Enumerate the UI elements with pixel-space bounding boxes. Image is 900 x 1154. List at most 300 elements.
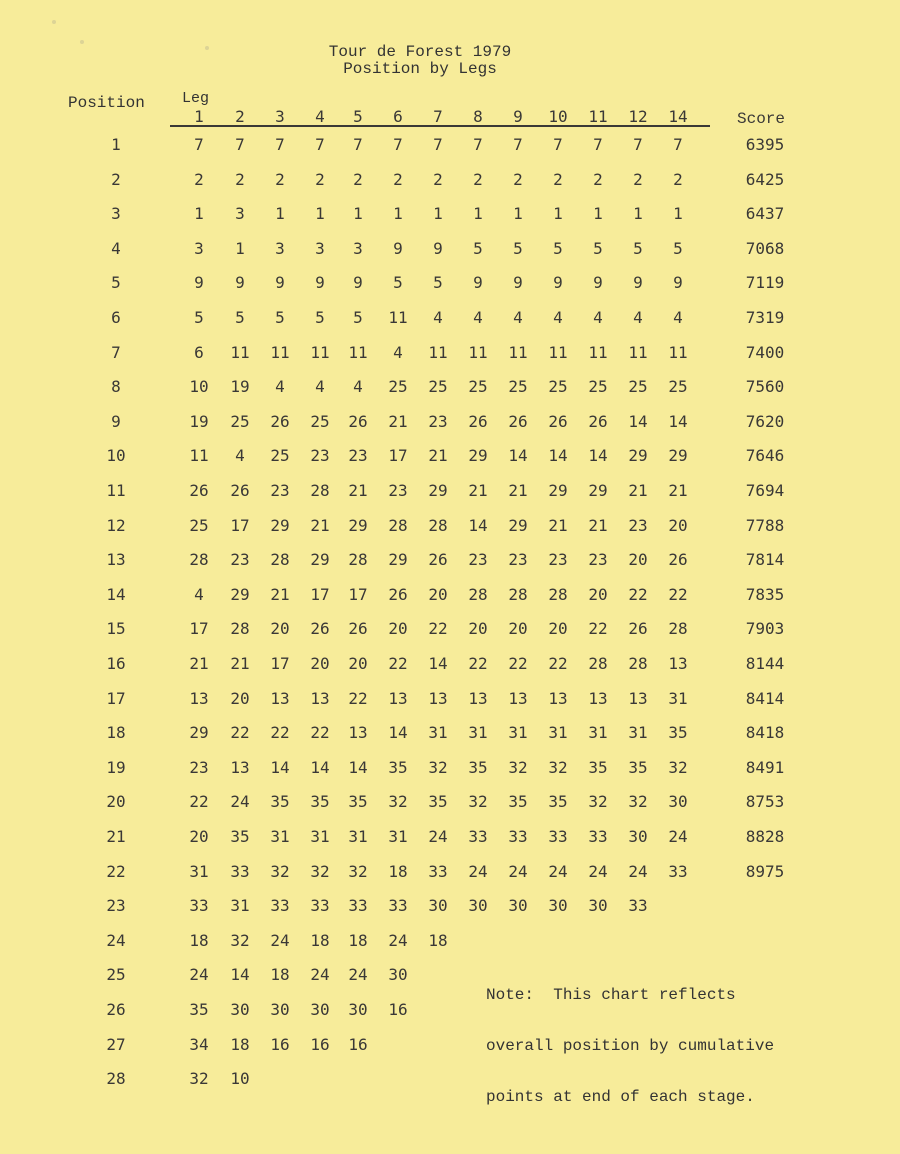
score-cell: 8753 (745, 792, 785, 812)
leg-cell: 23 (628, 515, 648, 535)
leg-cell: 22 (668, 584, 688, 604)
leg-cell: 24 (588, 861, 608, 881)
leg-column-header: 14 (668, 107, 688, 126)
position-cell: 17 (106, 688, 126, 708)
leg-cell: 20 (428, 584, 448, 604)
leg-cell: 35 (508, 792, 528, 812)
leg-cell: 24 (310, 965, 330, 985)
leg-cell: 29 (388, 550, 408, 570)
leg-cell: 35 (548, 792, 568, 812)
leg-cell: 25 (468, 377, 488, 397)
leg-cell: 25 (388, 377, 408, 397)
leg-cell: 11 (310, 342, 330, 362)
leg-cell: 9 (553, 273, 563, 293)
leg-cell: 33 (428, 861, 448, 881)
leg-cell: 6 (194, 342, 204, 362)
leg-cell: 33 (548, 827, 568, 846)
leg-cell: 26 (428, 550, 448, 570)
leg-cell: 7 (433, 135, 443, 154)
leg-cell: 28 (310, 481, 330, 500)
leg-cell: 24 (388, 930, 408, 950)
leg-cell: 11 (468, 342, 488, 362)
leg-cell: 22 (508, 654, 528, 673)
leg-cell: 23 (508, 550, 528, 570)
leg-cell: 14 (428, 654, 448, 673)
score-cell: 8975 (745, 861, 785, 881)
leg-cell: 5 (513, 238, 523, 258)
score-cell: 7560 (745, 377, 785, 397)
leg-cell: 22 (548, 654, 568, 673)
leg-column-header: 1 (194, 107, 204, 126)
leg-cell: 24 (468, 861, 488, 881)
leg-cell: 4 (633, 308, 643, 327)
note-line: points at end of each stage. (486, 1088, 755, 1106)
score-cell: 6437 (745, 204, 785, 224)
leg-cell: 32 (668, 757, 688, 777)
leg-cell: 24 (270, 930, 290, 950)
leg-cell: 13 (548, 688, 568, 708)
leg-cell: 7 (633, 135, 643, 154)
leg-cell: 23 (548, 550, 568, 570)
leg-cell: 35 (668, 723, 688, 743)
position-cell: 12 (106, 515, 126, 535)
leg-cell: 7 (553, 135, 563, 154)
leg-cell: 20 (548, 619, 568, 639)
leg-cell: 19 (189, 411, 209, 431)
leg-cell: 2 (673, 169, 683, 189)
score-cell: 7119 (745, 273, 785, 293)
score-cell: 8414 (745, 688, 785, 708)
position-cell: 16 (106, 654, 126, 673)
leg-cell: 5 (393, 273, 403, 293)
leg-cell: 25 (270, 446, 290, 466)
leg-cell: 3 (194, 238, 204, 258)
leg-cell: 22 (388, 654, 408, 673)
leg-cell: 13 (468, 688, 488, 708)
leg-column-header: 3 (275, 107, 285, 126)
leg-cell: 31 (508, 723, 528, 743)
leg-cell: 9 (235, 273, 245, 293)
leg-cell: 30 (668, 792, 688, 812)
position-cell: 1 (111, 135, 121, 154)
leg-cell: 31 (668, 688, 688, 708)
leg-cell: 22 (468, 654, 488, 673)
leg-cell: 24 (508, 861, 528, 881)
leg-cell: 32 (310, 861, 330, 881)
leg-cell: 29 (508, 515, 528, 535)
leg-cell: 2 (194, 169, 204, 189)
leg-cell: 33 (348, 896, 368, 916)
leg-cell: 26 (270, 411, 290, 431)
note-line: Note: This chart reflects (486, 986, 736, 1004)
leg-cell: 20 (310, 654, 330, 673)
leg-cell: 23 (310, 446, 330, 466)
score-cell: 7835 (745, 584, 785, 604)
leg-cell: 30 (628, 827, 648, 846)
leg-cell: 25 (548, 377, 568, 397)
position-cell: 2 (111, 169, 121, 189)
leg-cell: 10 (189, 377, 209, 397)
leg-cell: 24 (348, 965, 368, 985)
leg-cell: 14 (310, 757, 330, 777)
leg-cell: 17 (348, 584, 368, 604)
leg-cell: 20 (189, 827, 209, 846)
leg-cell: 31 (189, 861, 209, 881)
leg-cell: 31 (468, 723, 488, 743)
leg-cell: 17 (230, 515, 250, 535)
leg-cell: 13 (310, 688, 330, 708)
leg-cell: 32 (230, 930, 250, 950)
leg-cell: 11 (628, 342, 648, 362)
leg-cell: 33 (668, 861, 688, 881)
leg-cell: 7 (315, 135, 325, 154)
leg-cell: 21 (668, 481, 688, 500)
leg-cell: 31 (548, 723, 568, 743)
leg-cell: 33 (310, 896, 330, 916)
leg-cell: 5 (633, 238, 643, 258)
leg-cell: 30 (348, 1000, 368, 1019)
position-cell: 4 (111, 238, 121, 258)
leg-cell: 24 (628, 861, 648, 881)
leg-cell: 14 (468, 515, 488, 535)
score-cell: 7788 (745, 515, 785, 535)
leg-cell: 17 (270, 654, 290, 673)
leg-cell: 23 (588, 550, 608, 570)
leg-cell: 26 (348, 619, 368, 639)
leg-cell: 28 (588, 654, 608, 673)
leg-cell: 22 (310, 723, 330, 743)
score-cell: 7319 (745, 308, 785, 327)
leg-cell: 21 (508, 481, 528, 500)
leg-cell: 2 (593, 169, 603, 189)
leg-cell: 4 (315, 377, 325, 397)
leg-cell: 20 (588, 584, 608, 604)
leg-cell: 13 (628, 688, 648, 708)
leg-cell: 23 (348, 446, 368, 466)
leg-cell: 18 (428, 930, 448, 950)
leg-cell: 2 (513, 169, 523, 189)
leg-cell: 31 (310, 827, 330, 846)
leg-cell: 22 (348, 688, 368, 708)
leg-cell: 9 (194, 273, 204, 293)
leg-cell: 25 (189, 515, 209, 535)
leg-cell: 21 (468, 481, 488, 500)
leg-cell: 21 (388, 411, 408, 431)
leg-cell: 14 (348, 757, 368, 777)
leg-cell: 13 (428, 688, 448, 708)
position-cell: 26 (106, 1000, 126, 1019)
leg-cell: 29 (189, 723, 209, 743)
leg-cell: 9 (433, 238, 443, 258)
position-cell: 11 (106, 481, 126, 500)
leg-cell: 20 (668, 515, 688, 535)
score-cell: 7400 (745, 342, 785, 362)
leg-cell: 1 (393, 204, 403, 224)
leg-cell: 20 (468, 619, 488, 639)
leg-cell: 31 (270, 827, 290, 846)
leg-cell: 24 (428, 827, 448, 846)
leg-cell: 7 (673, 135, 683, 154)
leg-cell: 16 (270, 1034, 290, 1054)
leg-cell: 1 (633, 204, 643, 224)
leg-column-header: 2 (235, 107, 245, 126)
leg-cell: 29 (548, 481, 568, 500)
leg-cell: 5 (194, 308, 204, 327)
leg-cell: 14 (588, 446, 608, 466)
leg-cell: 13 (668, 654, 688, 673)
leg-cell: 13 (588, 688, 608, 708)
leg-cell: 26 (388, 584, 408, 604)
score-cell: 6395 (745, 135, 785, 154)
leg-cell: 22 (230, 723, 250, 743)
leg-cell: 5 (473, 238, 483, 258)
leg-cell: 25 (628, 377, 648, 397)
leg-cell: 31 (230, 896, 250, 916)
position-cell: 7 (111, 342, 121, 362)
leg-cell: 33 (230, 861, 250, 881)
leg-cell: 7 (513, 135, 523, 154)
leg-cell: 5 (275, 308, 285, 327)
leg-cell: 25 (310, 411, 330, 431)
leg-cell: 35 (270, 792, 290, 812)
leg-cell: 3 (235, 204, 245, 224)
score-cell: 7620 (745, 411, 785, 431)
leg-cell: 23 (230, 550, 250, 570)
leg-cell: 2 (393, 169, 403, 189)
position-cell: 15 (106, 619, 126, 639)
leg-cell: 35 (588, 757, 608, 777)
leg-cell: 21 (428, 446, 448, 466)
leg-cell: 18 (348, 930, 368, 950)
leg-cell: 7 (194, 135, 204, 154)
leg-cell: 32 (468, 792, 488, 812)
leg-cell: 30 (270, 1000, 290, 1019)
leg-cell: 7 (393, 135, 403, 154)
position-cell: 9 (111, 411, 121, 431)
leg-cell: 1 (513, 204, 523, 224)
leg-cell: 25 (428, 377, 448, 397)
leg-cell: 19 (230, 377, 250, 397)
leg-cell: 16 (310, 1034, 330, 1054)
leg-cell: 4 (513, 308, 523, 327)
leg-cell: 4 (393, 342, 403, 362)
leg-cell: 9 (353, 273, 363, 293)
position-cell: 19 (106, 757, 126, 777)
leg-cell: 10 (230, 1069, 250, 1089)
leg-cell: 33 (270, 896, 290, 916)
note-text (486, 953, 774, 1140)
position-cell: 24 (106, 930, 126, 950)
leg-cell: 11 (388, 308, 408, 327)
position-cell: 14 (106, 584, 126, 604)
leg-cell: 29 (230, 584, 250, 604)
leg-cell: 5 (673, 238, 683, 258)
leg-cell: 28 (270, 550, 290, 570)
leg-cell: 26 (668, 550, 688, 570)
leg-cell: 25 (588, 377, 608, 397)
leg-cell: 21 (310, 515, 330, 535)
leg-cell: 14 (270, 757, 290, 777)
leg-cell: 23 (189, 757, 209, 777)
leg-cell: 35 (628, 757, 648, 777)
leg-cell: 26 (588, 411, 608, 431)
leg-cell: 4 (673, 308, 683, 327)
leg-cell: 28 (428, 515, 448, 535)
leg-cell: 7 (235, 135, 245, 154)
leg-cell: 2 (275, 169, 285, 189)
leg-cell: 13 (388, 688, 408, 708)
leg-cell: 24 (189, 965, 209, 985)
leg-cell: 28 (508, 584, 528, 604)
leg-cell: 13 (508, 688, 528, 708)
leg-cell: 31 (388, 827, 408, 846)
leg-cell: 28 (668, 619, 688, 639)
note-line: overall position by cumulative (486, 1037, 775, 1055)
leg-cell: 24 (668, 827, 688, 846)
leg-cell: 18 (189, 930, 209, 950)
leg-cell: 2 (235, 169, 245, 189)
leg-cell: 35 (388, 757, 408, 777)
leg-cell: 7 (593, 135, 603, 154)
leg-cell: 5 (315, 308, 325, 327)
leg-cell: 31 (628, 723, 648, 743)
leg-cell: 5 (553, 238, 563, 258)
leg-cell: 32 (189, 1069, 209, 1089)
leg-cell: 24 (230, 792, 250, 812)
leg-cell: 35 (230, 827, 250, 846)
leg-cell: 13 (348, 723, 368, 743)
leg-column-header: 11 (588, 107, 608, 126)
leg-cell: 29 (310, 550, 330, 570)
leg-cell: 21 (189, 654, 209, 673)
leg-cell: 35 (468, 757, 488, 777)
leg-cell: 26 (230, 481, 250, 500)
leg-cell: 3 (275, 238, 285, 258)
leg-cell: 28 (348, 550, 368, 570)
leg-cell: 11 (189, 446, 209, 466)
leg-cell: 32 (628, 792, 648, 812)
leg-cell: 11 (348, 342, 368, 362)
document-subtitle: Position by Legs (343, 60, 497, 78)
leg-cell: 18 (230, 1034, 250, 1054)
leg-cell: 16 (388, 1000, 408, 1019)
leg-cell: 17 (310, 584, 330, 604)
document-title: Tour de Forest 1979 (328, 43, 512, 61)
position-cell: 18 (106, 723, 126, 743)
leg-cell: 1 (315, 204, 325, 224)
leg-cell: 20 (270, 619, 290, 639)
leg-cell: 22 (189, 792, 209, 812)
leg-cell: 3 (353, 238, 363, 258)
leg-cell: 11 (428, 342, 448, 362)
score-cell: 8418 (745, 723, 785, 743)
leg-cell: 13 (189, 688, 209, 708)
score-cell: 8144 (745, 654, 785, 673)
leg-cell: 32 (348, 861, 368, 881)
leg-cell: 11 (588, 342, 608, 362)
leg-cell: 29 (468, 446, 488, 466)
leg-cell: 4 (473, 308, 483, 327)
leg-cell: 13 (230, 757, 250, 777)
leg-cell: 26 (468, 411, 488, 431)
leg-cell: 35 (189, 1000, 209, 1019)
leg-cell: 21 (348, 481, 368, 500)
leg-cell: 28 (468, 584, 488, 604)
leg-cell: 9 (633, 273, 643, 293)
leg-cell: 4 (194, 584, 204, 604)
position-cell: 27 (106, 1034, 126, 1054)
position-cell: 3 (111, 204, 121, 224)
leg-cell: 9 (473, 273, 483, 293)
leg-cell: 11 (230, 342, 250, 362)
leg-cell: 4 (593, 308, 603, 327)
leg-cell: 31 (428, 723, 448, 743)
leg-cell: 20 (230, 688, 250, 708)
leg-cell: 11 (548, 342, 568, 362)
leg-cell: 29 (270, 515, 290, 535)
position-cell: 5 (111, 273, 121, 293)
leg-cell: 33 (628, 896, 648, 916)
leg-cell: 28 (388, 515, 408, 535)
leg-cell: 32 (270, 861, 290, 881)
leg-cell: 4 (235, 446, 245, 466)
leg-cell: 25 (230, 411, 250, 431)
leg-cell: 1 (593, 204, 603, 224)
leg-cell: 22 (628, 584, 648, 604)
leg-cell: 24 (548, 861, 568, 881)
leg-cell: 20 (388, 619, 408, 639)
leg-cell: 21 (548, 515, 568, 535)
leg-cell: 29 (588, 481, 608, 500)
leg-column-header: 7 (433, 107, 443, 126)
score-cell: 7068 (745, 238, 785, 258)
position-cell: 25 (106, 965, 126, 985)
leg-cell: 25 (508, 377, 528, 397)
leg-cell: 33 (189, 896, 209, 916)
leg-cell: 28 (548, 584, 568, 604)
leg-cell: 22 (588, 619, 608, 639)
leg-cell: 7 (473, 135, 483, 154)
leg-cell: 26 (548, 411, 568, 431)
leg-column-header: 4 (315, 107, 325, 126)
leg-column-header: 6 (393, 107, 403, 126)
leg-cell: 22 (428, 619, 448, 639)
leg-cell: 23 (468, 550, 488, 570)
leg-cell: 29 (428, 481, 448, 500)
leg-cell: 1 (194, 204, 204, 224)
leg-cell: 11 (668, 342, 688, 362)
leg-cell: 20 (508, 619, 528, 639)
leg-cell: 9 (513, 273, 523, 293)
leg-cell: 18 (310, 930, 330, 950)
score-cell: 7646 (745, 446, 785, 466)
position-cell: 13 (106, 550, 126, 570)
leg-cell: 18 (270, 965, 290, 985)
leg-cell: 29 (628, 446, 648, 466)
leg-cell: 5 (433, 273, 443, 293)
leg-cell: 28 (628, 654, 648, 673)
leg-cell: 5 (235, 308, 245, 327)
leg-cell: 14 (508, 446, 528, 466)
leg-cell: 14 (388, 723, 408, 743)
leg-column-header: 8 (473, 107, 483, 126)
leg-cell: 14 (668, 411, 688, 431)
leg-cell: 17 (189, 619, 209, 639)
leg-cell: 7 (275, 135, 285, 154)
score-cell: 8828 (745, 827, 785, 846)
leg-cell: 33 (588, 827, 608, 846)
leg-cell: 1 (353, 204, 363, 224)
